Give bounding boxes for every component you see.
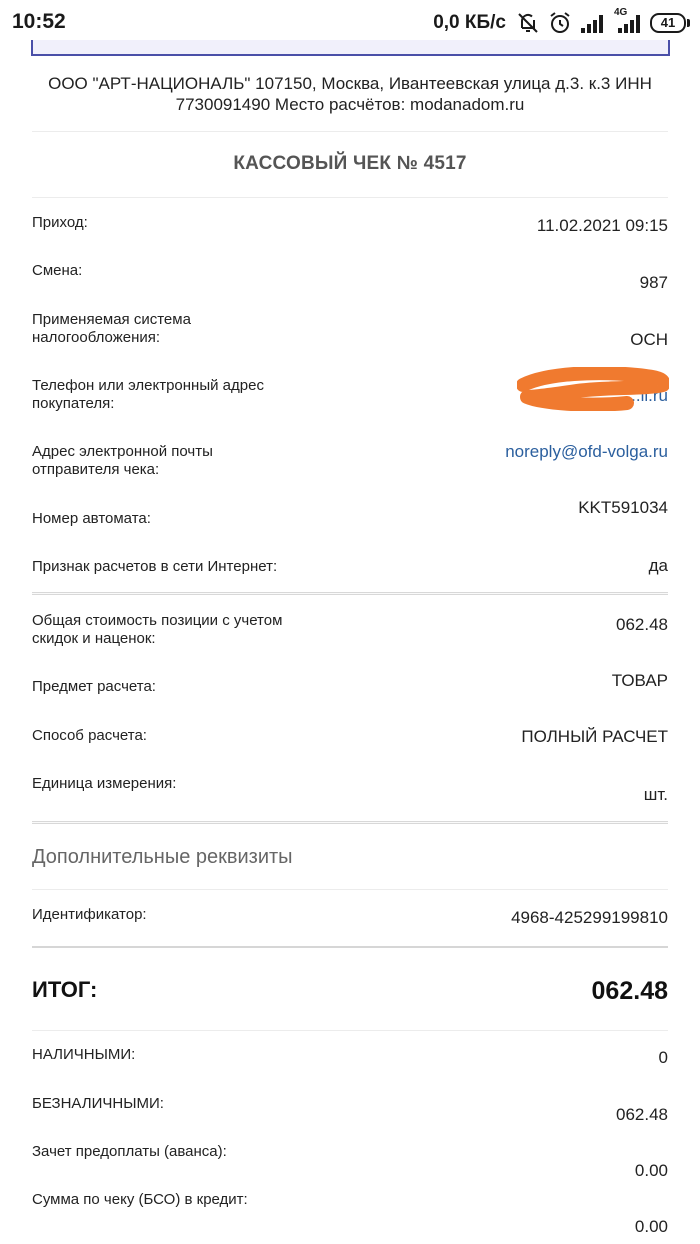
row-value-identifier: 4968-425299199810 bbox=[511, 908, 668, 927]
row-label-credit: Сумма по чеку (БСО) в кредит: bbox=[32, 1191, 248, 1208]
additional-section-title: Дополнительные реквизиты bbox=[32, 846, 293, 868]
row-label-smena: Смена: bbox=[32, 262, 83, 279]
network-speed: 0,0 КБ/с bbox=[433, 12, 506, 33]
row-label-tax-system: Применяемая система налогообложения: bbox=[32, 311, 191, 346]
divider bbox=[32, 197, 668, 198]
row-value-subject: ТОВАР bbox=[611, 671, 668, 690]
receipt-title: КАССОВЫЙ ЧЕК № 4517 bbox=[233, 153, 467, 174]
total-value: 062.48 bbox=[591, 977, 668, 1005]
row-value-prihod: 11.02.2021 09:15 bbox=[536, 216, 668, 235]
row-value-cash: 0 bbox=[658, 1048, 668, 1067]
row-value-tax-system: ОСН bbox=[630, 330, 668, 349]
row-label-prepayment: Зачет предоплаты (аванса): bbox=[32, 1143, 227, 1160]
row-value-item-total: 062.48 bbox=[616, 615, 668, 634]
row-label-subject: Предмет расчета: bbox=[32, 678, 156, 695]
divider bbox=[32, 1030, 668, 1031]
battery-icon bbox=[650, 13, 690, 33]
row-value-smena: 987 bbox=[639, 273, 668, 292]
row-label-cashless: БЕЗНАЛИЧНЫМИ: bbox=[32, 1095, 164, 1112]
alarm-icon bbox=[548, 11, 572, 35]
signal-4g-icon bbox=[612, 7, 642, 35]
row-label-identifier: Идентификатор: bbox=[32, 906, 147, 923]
row-label-sender-email: Адрес электронной почты отправителя чека: bbox=[32, 443, 213, 478]
signal-icon bbox=[580, 11, 604, 35]
battery-level: 41 bbox=[650, 13, 686, 33]
row-value-payment-method: ПОЛНЫЙ РАСЧЕТ bbox=[521, 727, 668, 746]
row-value-internet: да bbox=[648, 556, 668, 575]
network-type: 4G bbox=[614, 7, 628, 18]
divider-double bbox=[32, 821, 668, 824]
seller-info: ООО "АРТ-НАЦИОНАЛЬ" 107150, Москва, Ивантеевская улица д.3. к.3 ИНН 7730091490 Место расчётов: modanadom.ru bbox=[48, 74, 652, 114]
mute-icon bbox=[516, 11, 540, 35]
row-label-item-total: Общая стоимость позиции с учетом скидок и наценок: bbox=[32, 612, 283, 647]
status-icons bbox=[433, 7, 690, 36]
total-label: ИТОГ: bbox=[32, 977, 98, 1002]
divider bbox=[32, 889, 668, 890]
row-value-buyer-contact[interactable]: ...il.ru bbox=[626, 386, 668, 405]
status-time: 10:52 bbox=[12, 10, 66, 33]
divider-gray bbox=[32, 946, 668, 948]
status-bar bbox=[0, 0, 700, 44]
row-value-cashless: 062.48 bbox=[616, 1105, 668, 1124]
row-value-sender-email[interactable]: noreply@ofd-volga.ru bbox=[505, 442, 668, 461]
row-label-internet: Признак расчетов в сети Интернет: bbox=[32, 558, 278, 575]
row-label-machine-number: Номер автомата: bbox=[32, 510, 151, 527]
row-value-machine-number: KKT591034 bbox=[578, 498, 668, 517]
row-value-unit: шт. bbox=[643, 785, 668, 804]
row-label-payment-method: Способ расчета: bbox=[32, 727, 147, 744]
divider bbox=[32, 131, 668, 132]
receipt-top-frame bbox=[31, 40, 670, 56]
row-label-buyer-contact: Телефон или электронный адрес покупателя: bbox=[32, 377, 264, 412]
row-label-cash: НАЛИЧНЫМИ: bbox=[32, 1046, 136, 1063]
redaction-scribble bbox=[517, 367, 669, 411]
row-value-prepayment: 0.00 bbox=[634, 1161, 668, 1180]
row-label-prihod: Приход: bbox=[32, 214, 88, 231]
row-value-credit: 0.00 bbox=[634, 1217, 668, 1236]
divider-double bbox=[32, 592, 668, 595]
row-label-unit: Единица измерения: bbox=[32, 775, 177, 792]
